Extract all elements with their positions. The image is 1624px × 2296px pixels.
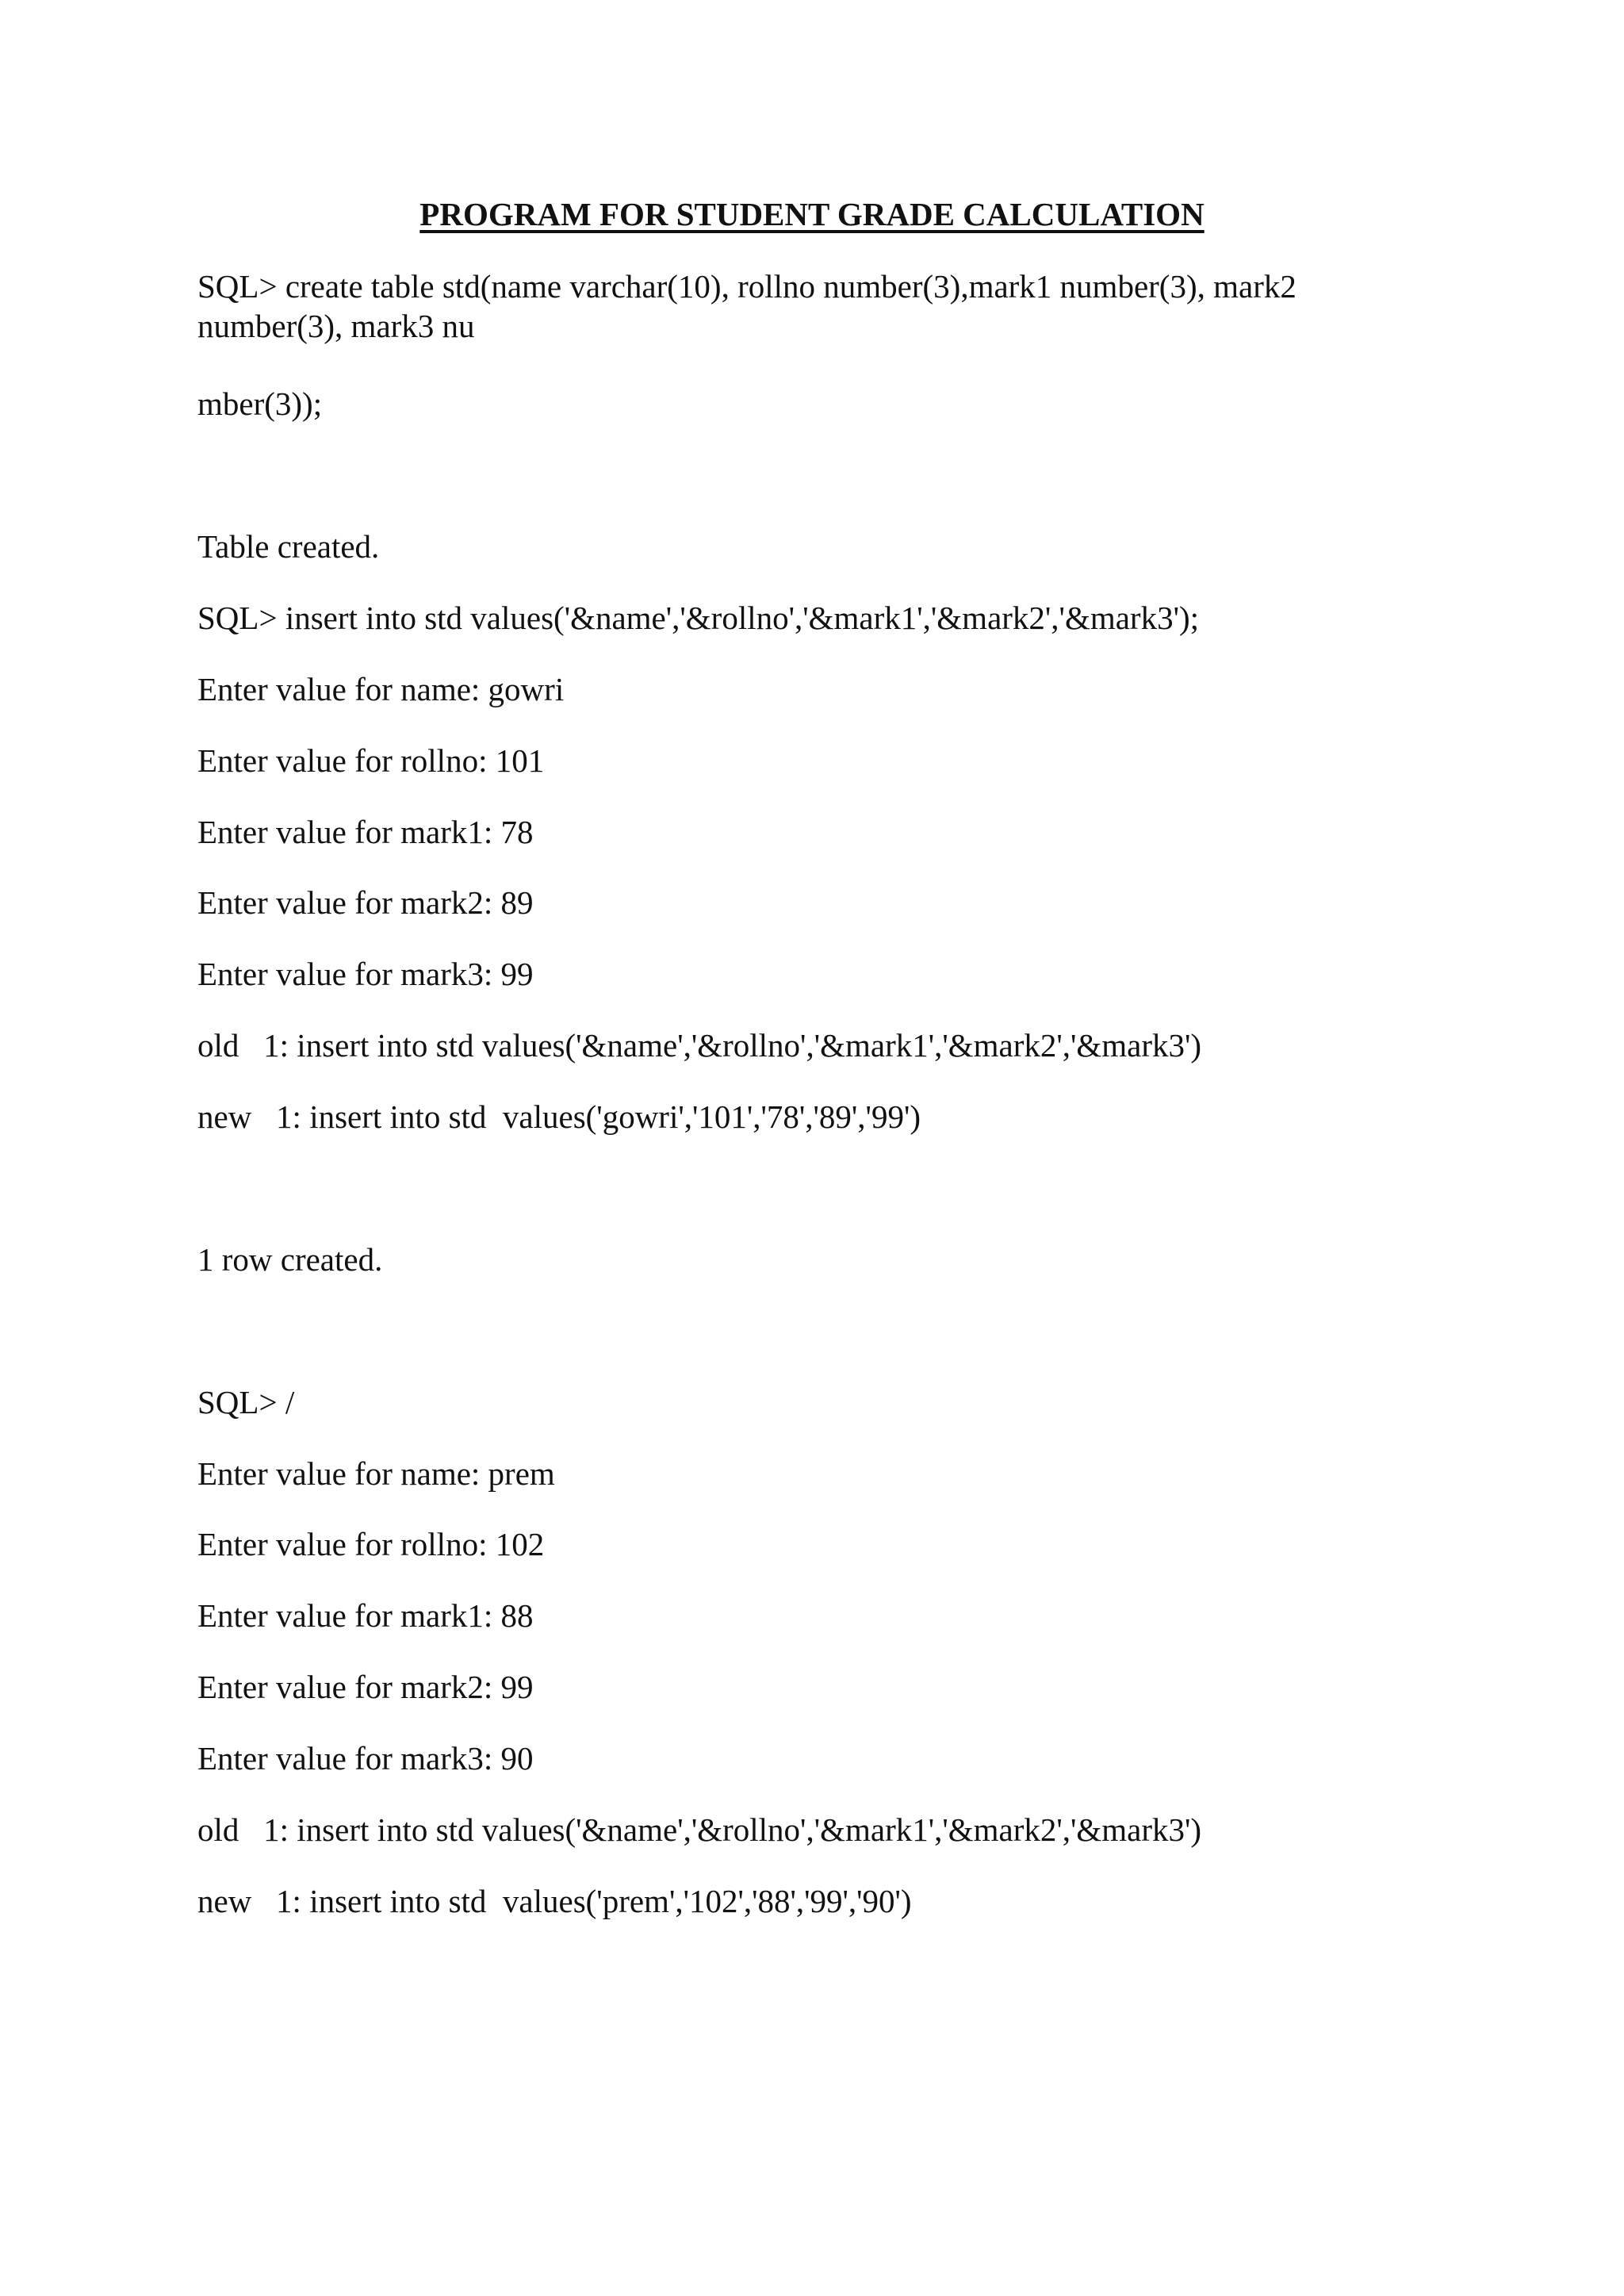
prompt-mark2-line: Enter value for mark2: 99 (197, 1669, 534, 1705)
old-statement-line: old 1: insert into std values('&name','&rollno','&mark1','&mark2','&mark3') (197, 1811, 1202, 1848)
new-statement-line: new 1: insert into std values('gowri','101','78','89','99') (197, 1098, 921, 1135)
prompt-mark1-line: Enter value for mark1: 78 (197, 814, 534, 850)
sql-create-table-line: SQL> create table std(name varchar(10), rollno number(3),mark1 number(3), mark2 number(3), mark3 nu (197, 268, 1305, 344)
new-statement-line: new 1: insert into std values('prem','102','88','99','90') (197, 1883, 912, 1919)
old-statement-line: old 1: insert into std values('&name','&rollno','&mark1','&mark2','&mark3') (197, 1027, 1202, 1064)
prompt-mark3-line: Enter value for mark3: 90 (197, 1740, 534, 1777)
table-created-message: Table created. (197, 528, 380, 565)
sql-create-table-continuation: mber(3)); (197, 385, 323, 422)
row-created-message: 1 row created. (197, 1241, 383, 1278)
page-title: PROGRAM FOR STUDENT GRADE CALCULATION (419, 196, 1205, 232)
prompt-rollno-line: Enter value for rollno: 102 (197, 1526, 545, 1562)
prompt-mark2-line: Enter value for mark2: 89 (197, 884, 534, 921)
prompt-name-line: Enter value for name: gowri (197, 671, 565, 707)
sql-rerun-line: SQL> / (197, 1384, 295, 1420)
prompt-name-line: Enter value for name: prem (197, 1455, 555, 1492)
prompt-rollno-line: Enter value for rollno: 101 (197, 742, 545, 779)
sql-insert-line: SQL> insert into std values('&name','&rollno','&mark1','&mark2','&mark3'); (197, 600, 1200, 636)
prompt-mark3-line: Enter value for mark3: 99 (197, 956, 534, 992)
prompt-mark1-line: Enter value for mark1: 88 (197, 1597, 534, 1634)
